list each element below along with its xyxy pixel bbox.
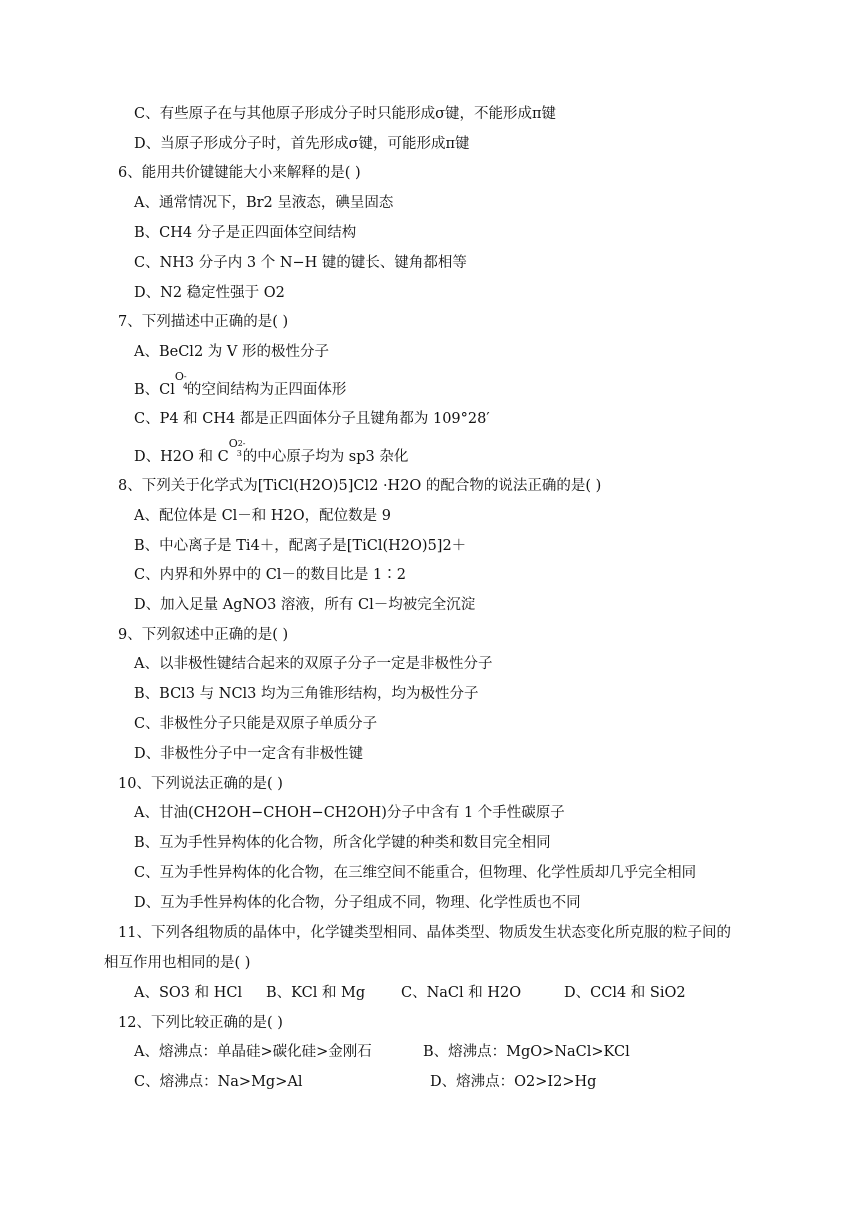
q9-option-a: A、以非极性键结合起来的双原子分子一定是非极性分子 (134, 656, 493, 672)
perchlorate-ion (174, 370, 188, 394)
q11-stem-line2: 相互作用也相同的是( ) (104, 955, 251, 971)
ion-main: O (228, 437, 238, 450)
q6-option-c: C、NH3 分子内 3 个 N−H 键的键长、键角都相等 (134, 255, 467, 271)
q6-stem: 6、能用共价键键能大小来解释的是( ) (118, 165, 361, 181)
q11-stem-line1: 11、下列各组物质的晶体中，化学键类型相同、晶体类型、物质发生状态变化所克服的粒子间的 (118, 925, 731, 941)
ion-main: O (174, 370, 184, 383)
q12-option-d: D、熔沸点：O2>I2>Hg (430, 1074, 597, 1090)
q6-option-d: D、N2 稳定性强于 O2 (134, 285, 285, 301)
q9-option-d: D、非极性分子中一定含有非极性键 (134, 746, 364, 762)
q10-option-c: C、互为手性异构体的化合物，在三维空间不能重合，但物理、化学性质却几乎完全相同 (134, 865, 697, 881)
q12-option-a: A、熔沸点：单晶硅>碳化硅>金刚石 (134, 1044, 372, 1060)
q8-option-c: C、内界和外界中的 Cl－的数目比是 1∶2 (134, 567, 406, 583)
q12-option-b: B、熔沸点：MgO>NaCl>KCl (423, 1044, 630, 1060)
q12-option-c: C、熔沸点：Na>Mg>Al (134, 1074, 303, 1090)
q8-stem: 8、下列关于化学式为[TiCl(H2O)5]Cl2 ·H2O 的配合物的说法正确的是( ) (118, 478, 602, 494)
q9-option-c: C、非极性分子只能是双原子单质分子 (134, 716, 378, 732)
q6-option-b: B、CH4 分子是正四面体空间结构 (134, 225, 357, 241)
q10-stem: 10、下列说法正确的是( ) (118, 776, 283, 792)
q7-option-b (134, 370, 347, 400)
carbonate-ion (228, 437, 246, 461)
q11-option-d: D、CCl4 和 SiO2 (564, 985, 686, 1001)
q7-option-d (134, 437, 409, 467)
q11-option-a: A、SO3 和 HCl (134, 985, 243, 1001)
ion-subscript: 3 (236, 449, 242, 458)
q6-option-a: A、通常情况下，Br2 呈液态，碘呈固态 (134, 195, 394, 211)
q8-option-b: B、中心离子是 Ti4＋，配离子是[TiCl(H2O)5]2＋ (134, 538, 467, 554)
q9-option-b: B、BCl3 与 NCl3 均为三角锥形结构，均为极性分子 (134, 686, 479, 702)
q10-option-d: D、互为手性异构体的化合物，分子组成不同，物理、化学性质也不同 (134, 895, 581, 911)
ion-charge: - (183, 372, 187, 381)
q12-stem: 12、下列比较正确的是( ) (118, 1015, 283, 1031)
q7-option-a: A、BeCl2 为 V 形的极性分子 (134, 344, 329, 360)
q10-option-b: B、互为手性异构体的化合物，所含化学键的种类和数目完全相同 (134, 835, 551, 851)
q11-option-c: C、NaCl 和 H2O (401, 985, 522, 1001)
q7-option-c: C、P4 和 CH4 都是正四面体分子且键角都为 109°28′ (134, 411, 490, 427)
q8-option-d: D、加入足量 AgNO3 溶液，所有 Cl－均被完全沉淀 (134, 597, 476, 613)
q7-stem: 7、下列描述中正确的是( ) (118, 314, 289, 330)
q11-option-b: B、KCl 和 Mg (266, 985, 366, 1001)
q7-option-d-prefix: D、H2O 和 C (134, 449, 229, 465)
q7-option-d-suffix: 的中心原子均为 sp3 杂化 (242, 449, 409, 465)
q7-option-b-prefix: B、Cl (134, 382, 175, 398)
ion-subscript: 4 (182, 382, 188, 391)
q10-option-a: A、甘油(CH2OH−CHOH−CH2OH)分子中含有 1 个手性碳原子 (134, 805, 565, 821)
q5-option-d: D、当原子形成分子时，首先形成σ键，可能形成π键 (134, 136, 470, 152)
q5-option-c: C、有些原子在与其他原子形成分子时只能形成σ键，不能形成π键 (134, 106, 557, 122)
q8-option-a: A、配位体是 Cl－和 H2O，配位数是 9 (134, 508, 392, 524)
q9-stem: 9、下列叙述中正确的是( ) (118, 627, 289, 643)
q7-option-b-suffix: 的空间结构为正四面体形 (186, 382, 347, 398)
ion-charge: 2- (237, 439, 246, 448)
